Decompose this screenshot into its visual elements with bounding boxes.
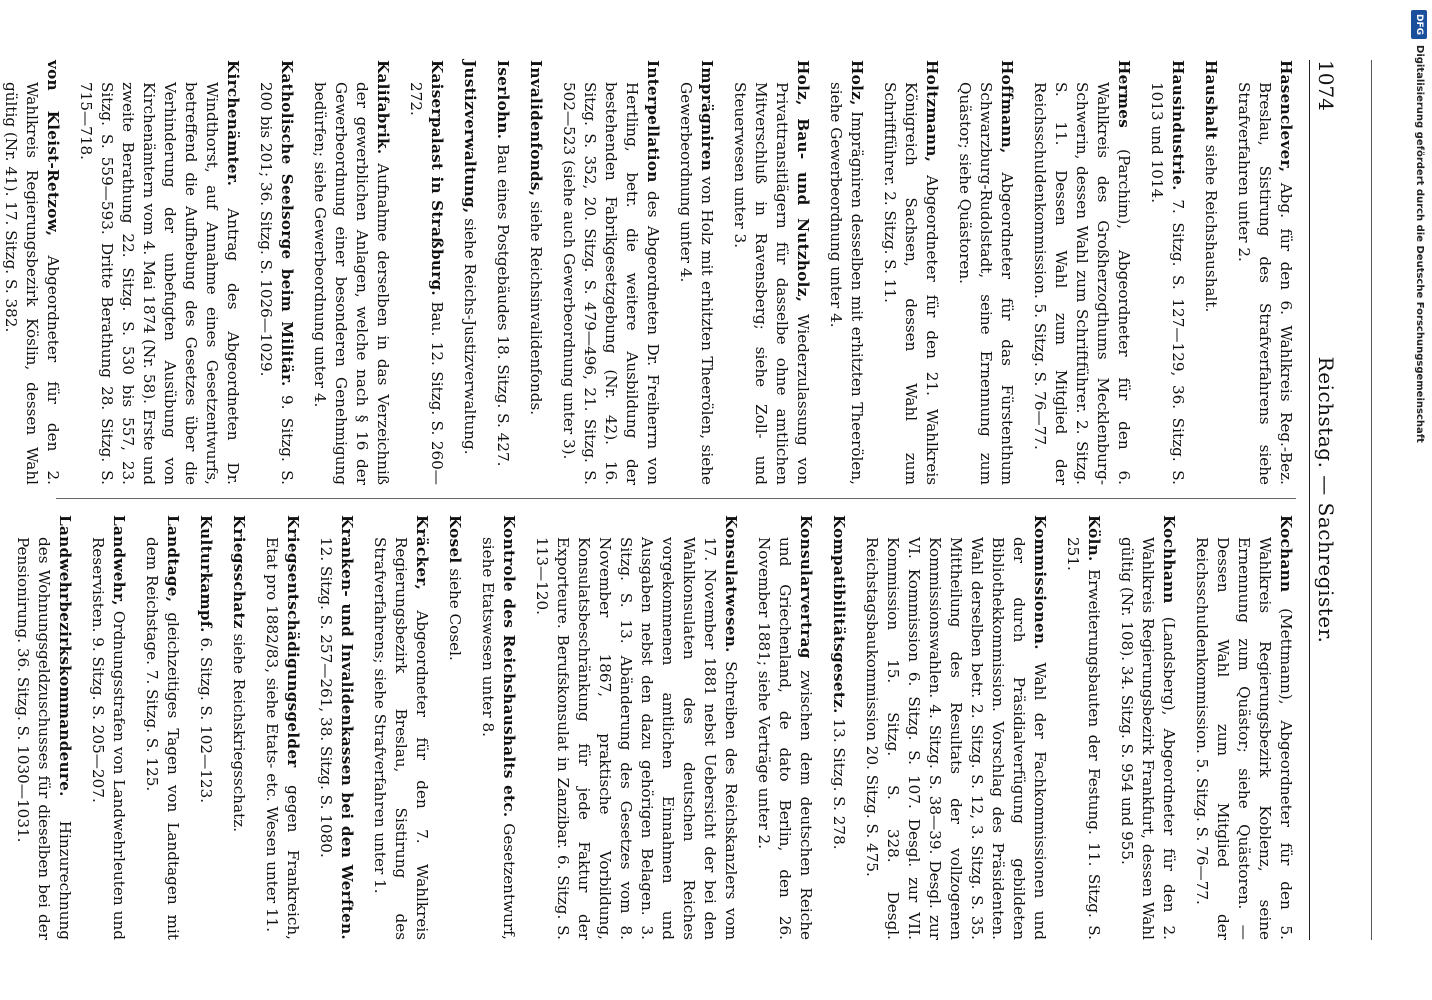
index-entry <box>1116 515 1179 940</box>
entry-keyword: Kommissionen. <box>1031 515 1049 650</box>
index-entry <box>729 60 813 485</box>
entry-text: Abgeordneter für den 2. Wahlkreis Regierungsbezirk Köslin, dessen Wahl gültig (Nr. 41). 17. Sitzg. S. 382. <box>2 82 62 485</box>
entry-text: 13. Sitzg. S. 278. <box>830 718 848 850</box>
index-entry <box>825 60 867 485</box>
index-entry <box>261 515 303 940</box>
index-entry <box>753 515 816 940</box>
entry-text: 9. Sitzg. S. 200 bis 201; 36. Sitzg. S. 1026—1029. <box>257 82 296 485</box>
entry-text: Schreiben des Reichskanzlers vom 17. November 1881 nebst Uebersicht der bei den Wahlkonsulaten des deutschen Reiches vorgekommenen amtlichen Einnahmen und Ausgaben nebst den dazu gehörigen Belagen. 3. Sitzg. S. 13. Abänderung des Gesetzes vom 8. November 1867, praktische Vorbildung, Konsulatsbeschränkung für jede Faktur der Exporteure. Berufskonsulat in Zanzibar. 6. Sitzg. S. 113—120. <box>533 537 740 941</box>
index-entry <box>531 515 741 940</box>
entry-keyword: Kalifabrik. <box>374 60 392 155</box>
index-entry <box>141 515 183 940</box>
index-entry <box>1233 60 1296 485</box>
index-entry <box>525 60 546 485</box>
entry-keyword: Kriegsschatz <box>230 515 248 629</box>
entry-keyword: Iserlohn. <box>494 60 512 140</box>
entry-text: Gesetzentwurf, siehe Etatswesen unter 8. <box>479 537 518 941</box>
index-entry <box>1200 60 1221 485</box>
column-divider <box>56 498 1296 499</box>
index-entry <box>1062 515 1104 940</box>
index-entry <box>444 515 465 940</box>
entry-text: Abgeordneter für den 21. Wahlkreis Königreich Sachsen, dessen Wahl zum Schriftführer. 2. Sitzg. S. 11. <box>881 82 941 486</box>
entry-text: Bau eines Postgebäudes 18. Sitzg. S. 427. <box>494 144 512 467</box>
index-entry <box>195 515 216 940</box>
entry-keyword: Köln. <box>1085 515 1103 562</box>
index-entry <box>459 60 480 485</box>
entry-text: (Parchim), Abgeordneter für den 6. Wahlkreis des Großherzogthums Mecklenburg-Schwerin, dessen Wahl zum Schriftführer. 2. Sitzg. S. 11. Dessen Wahl zum Mitglied der Reichsschuldenkommission. 5. Sitzg. S. 76—77. <box>1031 82 1133 485</box>
index-entry <box>828 515 849 940</box>
index-entry <box>1146 60 1188 485</box>
entry-keyword: Kirchenämter. <box>224 60 242 187</box>
running-title: Reichstag. — Sachregister. <box>1314 356 1338 644</box>
entry-keyword: Imprägniren <box>698 60 716 172</box>
entry-keyword: Kräcker, <box>413 515 431 591</box>
entry-text: zwischen dem deutschen Reiche und Griechenland, de dato Berlin, den 26. November 1881; siehe Verträge unter 2. <box>755 537 815 941</box>
index-entry <box>477 515 519 940</box>
index-entry <box>1191 515 1296 940</box>
entry-text: siehe Reichsinvalidenfonds. <box>527 201 545 416</box>
entry-keyword: Kochann <box>1277 515 1295 593</box>
entry-keyword: Kochhann <box>1160 515 1178 604</box>
entry-text: Antrag des Abgeordneten Dr. Windthorst, auf Annahme eines Gesetzentwurfs, betreffend die Aufhebung des Gesetzes über die Verhinderung der unbefugten Ausübung von Kirchenämtern vom 4. Mai 1874 (Nr. 58). Erste und zweite Berathung 22. Sitzg. S. 530 bis 557, 23. Sitzg. S. 559—593. Dritte Berathung 28. Sitzg. S. 715—718. <box>77 82 242 486</box>
entry-text: Hinzurechnung des Wohnungsgeldzuschusses für dieselben bei der Pensionirung. 36. Sitzg. S. 1030—1031. <box>14 537 74 940</box>
entry-keyword: Kriegsentschädigungsgelder <box>284 515 302 768</box>
entry-keyword: Kosel <box>446 515 464 564</box>
page-header <box>1309 60 1342 940</box>
top-rule <box>1371 60 1372 940</box>
entry-text: Wiederzulassung von Privattransitlägern für dasselbe ohne amtlichen Mitverschluß in Ravensberg; siehe Zoll- und Steuerwesen unter 3. <box>731 82 812 486</box>
entry-text: gleichzeitiges Tagen von Landtagen mit dem Reichstage. 7. Sitzg. S. 125. <box>143 537 182 940</box>
entry-keyword: Landwehr, <box>110 515 128 606</box>
entry-text: Ordnungsstrafen von Landwehrleuten und Reservisten. 9. Sitzg. S. 205—207. <box>89 537 128 941</box>
index-entry <box>228 515 249 940</box>
index-entry <box>675 60 717 485</box>
index-entry <box>309 60 393 485</box>
entry-keyword: Katholische Seelsorge beim Militär. <box>278 60 296 387</box>
entry-keyword: Landtage, <box>164 515 182 603</box>
entry-text: siehe Reichskriegsschatz. <box>230 633 248 833</box>
entry-keyword: von Kleist-Retzow, <box>44 60 62 237</box>
index-entry <box>369 515 432 940</box>
entry-keyword: Kontrole des Reichshaushalts etc. <box>500 515 518 818</box>
entry-keyword: Justizverwaltung, <box>461 60 479 214</box>
entry-keyword: Konsulatwesen. <box>722 515 740 653</box>
entry-text: 12. Sitzg. S. 257—261, 38. Sitzg. S. 1080. <box>317 537 335 858</box>
entry-text: gegen Frankreich, Etat pro 1882/83, siehe Etats- etc. Wesen unter 11. <box>263 537 302 940</box>
entry-keyword: Kaiserpalast in Straßburg. <box>428 60 446 297</box>
entry-keyword: Hausindustrie. <box>1169 60 1187 191</box>
entry-text: Wahl der Fachkommissionen und der durch Präsidialverfügung gebildeten Bibliothekkommission. Vorschlag des Präsidenten. Wahl derselben betr. 2. Sitzg. S. 12, 3. Sitzg. S. 35. Mittheilung des Resultats der vollzogenen Kommissionswahlen. 4. Sitzg. S. 38—39. Desgl. zur VI. Kommission 6. Sitzg. S. 107. Desgl. zur VII. Kommission 15. Sitzg. S. 328. Desgl. Reichstagsbaukommission 20. Sitzg. S. 475. <box>863 537 1049 941</box>
index-entry <box>75 60 243 485</box>
entry-text: 7. Sitzg. S. 127—129, 36. Sitzg. S. 1013 und 1014. <box>1148 82 1187 485</box>
index-entry <box>879 60 942 485</box>
entry-keyword: Holz, <box>848 60 866 106</box>
index-entry <box>0 60 63 485</box>
entry-keyword: Invalidenfonds, <box>527 60 545 197</box>
index-entry <box>315 515 357 940</box>
entry-text: siehe Reichshaushalt. <box>1202 144 1220 313</box>
entry-keyword: Holtzmann, <box>923 60 941 163</box>
dfg-credit-text: Digitalisierung gefördert durch die Deutsche Forschungsgemeinschaft <box>1414 45 1425 443</box>
index-entry <box>12 515 75 940</box>
entry-text: des Abgeordneten Dr. Freiherrn von Hertling, betr. die weitere Ausbildung der bestehenden Fabrikgesetzgebung (Nr. 42). 16. Sitzg. S. 352, 20. Sitzg. S. 479—496, 21. Sitzg. S. 502—523 (siehe auch Gewerbeordnung unter 3). <box>560 82 662 486</box>
dfg-logo: DFG <box>1411 10 1427 39</box>
left-column <box>2 60 1296 486</box>
entry-text: Erweiterungsbauten der Festung. 11. Sitzg. S. 251. <box>1064 537 1103 940</box>
entry-text: Abgeordneter für das Fürstenthum Schwarzburg-Rudolstadt, seine Ernennung zum Quästor; siehe Quästoren. <box>956 82 1016 485</box>
entry-keyword: Kulturkampf. <box>197 515 215 633</box>
entry-text: von Holz mit erhitzten Theerölen, siehe Gewerbeordnung unter 4. <box>677 82 716 485</box>
entry-keyword: Kompatibilitätsgesetz. <box>830 515 848 714</box>
entry-text: Aufnahme derselben in das Verzeichniß der gewerblichen Anlagen, welche nach § 16 der Gewerbeordnung einer besonderen Genehmigung bedürfen; siehe Gewerbeordnung unter 4. <box>311 82 392 485</box>
entry-keyword: Kranken- und Invalidenkassen bei den Werften. <box>338 515 356 940</box>
entry-text: siehe Reichs-Justizverwaltung. <box>461 218 479 455</box>
right-column <box>14 515 1296 941</box>
entry-text: 6. Sitzg. S. 102—123. <box>197 637 215 804</box>
index-entry <box>954 60 1017 485</box>
index-entry <box>255 60 297 485</box>
index-entry <box>405 60 447 485</box>
entry-keyword: Hasenclever, <box>1277 60 1295 173</box>
index-entry <box>1029 60 1134 485</box>
entry-text: Bau. 12. Sitzg. S. 260—272. <box>407 82 446 485</box>
index-entry <box>492 60 513 485</box>
entry-text: Abgeordneter für den 7. Wahlkreis Regierungsbezirk Breslau, Sistirung des Strafverfahrens; siehe Strafverfahren unter 1. <box>371 537 431 940</box>
entry-keyword: Holz, Bau- und Nutzholz, <box>794 60 812 303</box>
entry-keyword: Hoffmann, <box>998 60 1016 154</box>
page-number: 1074 <box>1314 60 1338 111</box>
entry-text: (Mettmann), Abgeordneter für den 5. Wahlkreis Regierungsbezirk Koblenz, seine Ernennung zum Quästor; siehe Quästoren. — Dessen Wahl zum Mitglied der Reichsschuldenkommission. 5. Sitzg. S. 76—77. <box>1193 537 1295 941</box>
entry-keyword: Konsularvertrag <box>797 515 815 659</box>
index-entry <box>558 60 663 485</box>
entry-text: siehe Cosel. <box>446 568 464 661</box>
index-entry <box>87 515 129 940</box>
entry-text: Imprägniren desselben mit erhitzten Theerölen, siehe Gewerbeordnung unter 4. <box>827 82 866 485</box>
entry-keyword: Landwehrbezirkskommandeure. <box>56 515 74 797</box>
index-entry <box>861 515 1050 940</box>
entry-keyword: Interpellation <box>644 60 662 183</box>
entry-keyword: Hermes <box>1115 60 1133 129</box>
entry-text: (Landsberg), Abgeordneter für den 2. Wahlkreis Regierungsbezirk Frankfurt, dessen Wahl gültig (Nr. 108). 34. Sitzg. S. 954 und 955. <box>1118 537 1178 940</box>
entry-text: Abg. für den 6. Wahlkreis Reg.-Bez. Breslau, Sistirung des Strafverfahrens siehe Strafverfahren unter 2. <box>1235 82 1295 485</box>
entry-keyword: Haushalt <box>1202 60 1220 140</box>
dfg-credit-strip <box>1408 10 1430 990</box>
